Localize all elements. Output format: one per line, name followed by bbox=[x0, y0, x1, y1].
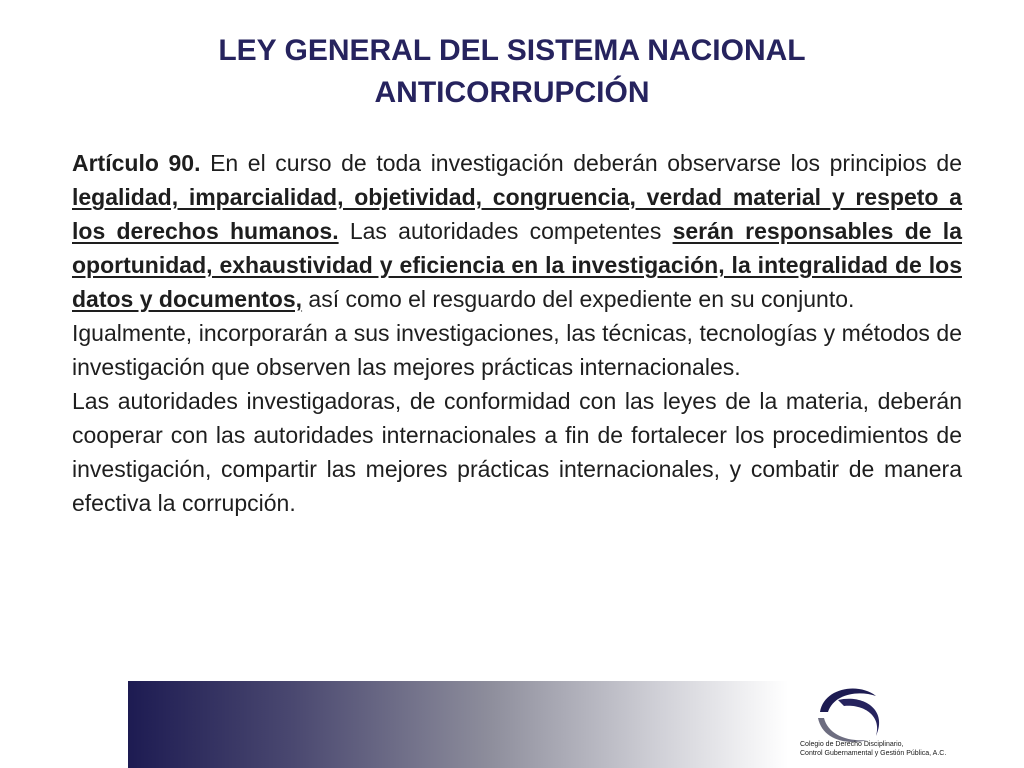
slide-title-line-1: LEY GENERAL DEL SISTEMA NACIONAL bbox=[218, 34, 806, 67]
article-paragraph-2: Igualmente, incorporarán a sus investigaciones, las técnicas, tecnologías y métodos de investigación que observen las mejores prácticas internacionales. bbox=[72, 320, 962, 380]
article-body bbox=[72, 146, 962, 520]
article-paragraph-1 bbox=[72, 146, 962, 316]
slide-title-line-2: ANTICORRUPCIÓN bbox=[374, 76, 650, 109]
footer-gradient-band bbox=[128, 681, 788, 768]
article-responsibilities: serán responsables de la oportunidad, exhaustividad y eficiencia en la investigación, la integralidad de los datos y documentos, bbox=[72, 218, 962, 312]
slide-title bbox=[120, 30, 904, 114]
college-name-line-1: Colegio de Derecho Disciplinario, bbox=[800, 741, 904, 748]
article-text-closing: así como el resguardo del expediente en su conjunto. bbox=[302, 286, 855, 312]
college-name bbox=[800, 740, 947, 758]
article-principles: legalidad, imparcialidad, objetividad, congruencia, verdad material y respeto a los derechos humanos. bbox=[72, 184, 962, 244]
article-text-authorities: Las autoridades competentes bbox=[338, 218, 673, 244]
article-paragraph-3: Las autoridades investigadoras, de conformidad con las leyes de la materia, deberán cooperar con las autoridades internacionales a fin de fortalecer los procedimientos de investigación, compartir las mejores prácticas internacionales, y combatir de manera efectiva la corrupción. bbox=[72, 388, 962, 516]
article-heading: Artículo 90. bbox=[72, 150, 201, 176]
article-text-intro: En el curso de toda investigación deberán observarse los principios de bbox=[200, 150, 962, 176]
college-name-line-2: Control Gubernamental y Gestión Pública, A.C. bbox=[800, 750, 947, 757]
